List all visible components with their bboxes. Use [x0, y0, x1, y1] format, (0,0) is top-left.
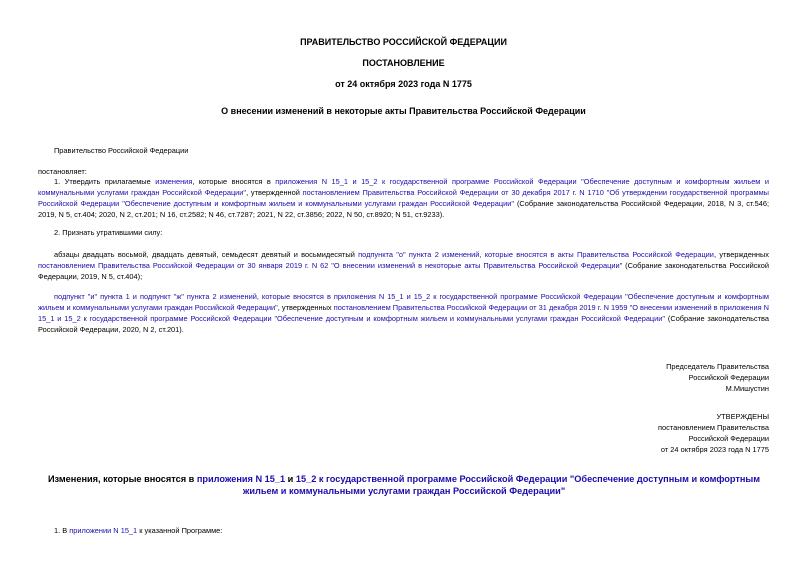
item1-link-appendix[interactable]: приложении N 15_1 [69, 526, 138, 535]
p3-link-subitem-o[interactable]: подпункта "о" пункта 2 изменений, которые вносятся в акты Правительства Российской Федерации [358, 250, 714, 259]
doc-type-heading: ПОСТАНОВЛЕНИЕ [362, 58, 445, 68]
p3-text-b: , утвержденных [713, 250, 769, 259]
p4-link-decree-1959[interactable]: постановлением Правительства Российской Федерации от 31 декабря 2019 г. N 1959 "О внесении изменений в приложения N 15_1 и 15_2 к государственной программе Российской Федерации "Обеспечение доступным и комфортным жильем и коммунальными услугами граждан Российской Федерации" [38, 303, 770, 323]
p1-link-decree-1710[interactable]: постановлением Правительства Российской Федерации от 30 декабря 2017 г. N 1710 "Об утверждении государственной программы Российской Федерации "Обеспечение доступным и комфортным жильем и коммунальными услугами граждан Российской Федерации" [38, 188, 769, 208]
decree-text: постановляет: [38, 167, 87, 176]
approved-block [658, 411, 769, 455]
item1-text-a: 1. В [54, 526, 70, 535]
paragraph-1 [38, 176, 769, 220]
p1-text-c: , утвержденной [246, 188, 303, 197]
p3-link-decree-62[interactable]: постановлением Правительства Российской Федерации от 30 января 2019 г. N 62 "О внесении изменений в некоторые акты Правительства Российской Федерации" [38, 261, 623, 270]
p4-text-a: , утвержденных [277, 303, 334, 312]
p3-text-c: (Собрание законодательства Российской Федерации, 2019, N 5, ст.404); [38, 261, 769, 281]
paragraph-2: 2. Признать утратившими силу: [54, 228, 163, 237]
signature-block [666, 361, 769, 394]
item-1 [54, 525, 222, 536]
item1-text-b: к указанной Программе: [137, 526, 223, 535]
changes-title [38, 473, 770, 497]
changes-title-text-a: Изменения, которые вносятся в [47, 474, 197, 484]
paragraph-4 [38, 291, 769, 335]
signature-org: Российской Федерации [688, 373, 769, 382]
p3-text-a: абзацы двадцать восьмой, двадцать девятый, семьдесят девятый и восьмидесятый [54, 250, 359, 259]
p1-text-d: (Собрание законодательства Российской Федерации, 2018, N 3, ст.546; 2019, N 5, ст.404; 2020, N 2, ст.201; N 16, ст.2582; N 46, ст.7287; 2021, N 22, ст.3856; 2022, N 50, ст.8920; N 51, ст.9233). [38, 199, 769, 219]
p4-link-subitems[interactable]: подпункт "и" пункта 1 и подпункт "ж" пункта 2 изменений, которые вносятся в приложения N 15_1 и 15_2 к государственной программе Российской Федерации "Обеспечение доступным и комфортным жильем и коммунальными услугами граждан Российской Федерации" [38, 292, 769, 312]
p1-text-b: , которые вносятся в [192, 177, 276, 186]
changes-title-link-15-1[interactable]: приложения N 15_1 [196, 474, 286, 484]
approved-label: УТВЕРЖДЕНЫ [716, 412, 769, 421]
approved-date: от 24 октября 2023 года N 1775 [660, 445, 769, 454]
document-title: О внесении изменений в некоторые акты Правительства Российской Федерации [221, 106, 586, 116]
p1-link-changes[interactable]: изменения [155, 177, 193, 186]
signature-name: М.Мишустин [725, 384, 769, 393]
intro-text: Правительство Российской Федерации [54, 146, 189, 155]
date-number-heading: от 24 октября 2023 года N 1775 [335, 79, 472, 89]
signature-position: Председатель Правительства [666, 362, 769, 371]
changes-title-link-15-2[interactable]: 15_2 к государственной программе Российской Федерации "Обеспечение доступным и комфортным жильем и коммунальными услугами граждан Российской Федерации" [242, 474, 761, 496]
changes-title-text-b: и [285, 474, 296, 484]
p1-link-appendices[interactable]: приложения N 15_1 и 15_2 к государственной программе Российской Федерации "Обеспечение доступным и комфортным жильем и коммунальными услугами граждан Российской Федерации" [38, 177, 769, 197]
approved-by: постановлением Правительства [658, 423, 769, 432]
paragraph-3 [38, 249, 769, 282]
approved-org: Российской Федерации [688, 434, 769, 443]
p1-text-a: 1. Утвердить прилагаемые [54, 177, 156, 186]
p4-text-b: (Собрание законодательства Российской Федерации, 2020, N 2, ст.201). [38, 314, 770, 334]
government-heading: ПРАВИТЕЛЬСТВО РОССИЙСКОЙ ФЕДЕРАЦИИ [300, 37, 507, 47]
